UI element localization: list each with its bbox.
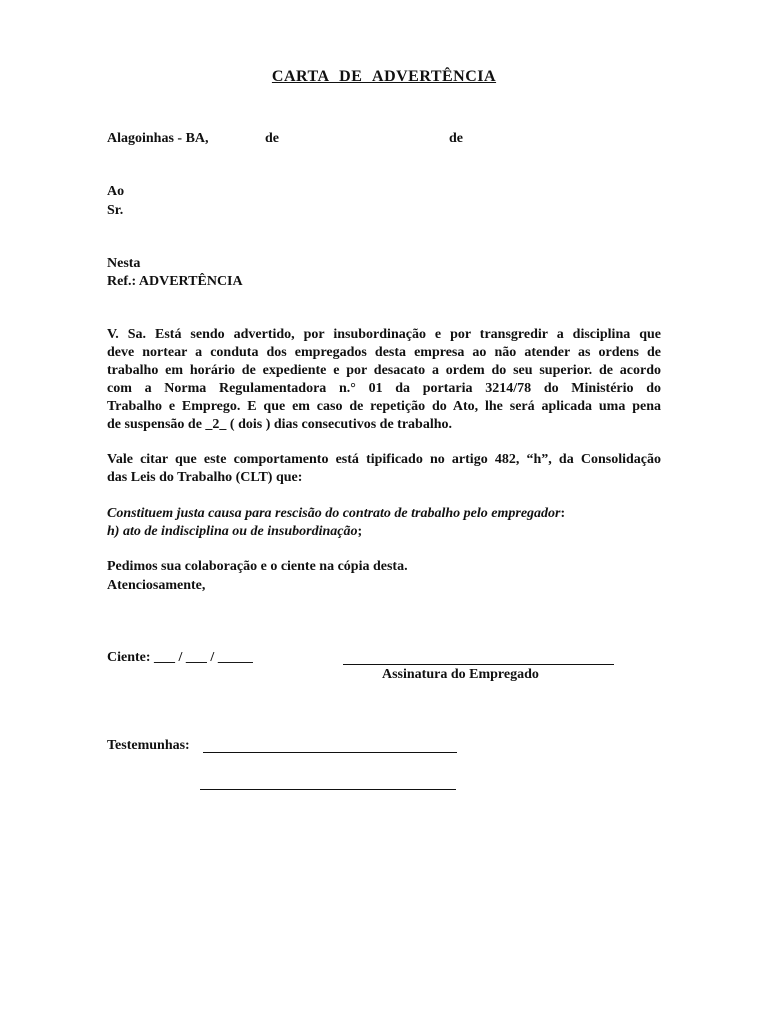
body-paragraph	[107, 326, 661, 434]
clt-line: Vale citar que este comportamento está tipificado no artigo 482, “h”, da Consolidação	[107, 452, 661, 467]
reference-subject: Ref.: ADVERTÊNCIA	[107, 274, 243, 289]
quote-punct: :	[560, 506, 566, 521]
quote-line-1	[107, 505, 565, 523]
clt-paragraph	[107, 451, 661, 487]
quote-line-2	[107, 523, 362, 541]
date-de-day: de	[265, 131, 279, 146]
witnesses-label: Testemunhas:	[107, 738, 190, 753]
body-line: V. Sa. Está sendo advertido, por insubordinação e por transgredir a disciplina que	[107, 327, 661, 342]
body-line: trabalho em horário de expediente e por desacato a ordem do seu superior. de acordo	[107, 363, 661, 378]
quote-punct: ;	[357, 524, 363, 539]
date-de-month: de	[449, 131, 463, 146]
employee-signature-line	[343, 664, 614, 665]
body-line: de suspensão de _2_ ( dois ) dias consecutivos de trabalho.	[107, 417, 452, 432]
ciente-date-field: Ciente: ___ / ___ / _____	[107, 650, 253, 665]
quote-text: h) ato de indisciplina ou de insubordinação	[107, 524, 358, 539]
closing-regards: Atenciosamente,	[107, 578, 206, 593]
closing-request: Pedimos sua colaboração e o ciente na cópia desta.	[107, 559, 408, 574]
recipient-sr: Sr.	[107, 203, 124, 218]
witness-signature-line-2	[200, 789, 456, 790]
witness-signature-line-1	[203, 752, 457, 753]
recipient-to: Ao	[107, 184, 125, 199]
clt-line: das Leis do Trabalho (CLT) que:	[107, 470, 303, 485]
body-line: Trabalho e Emprego. E que em caso de repetição do Ato, lhe será aplicada uma pena	[107, 399, 661, 414]
body-line: com a Norma Regulamentadora n.° 01 da portaria 3214/78 do Ministério do	[107, 381, 661, 396]
document-title: CARTA DE ADVERTÊNCIA	[271, 68, 497, 85]
place-city: Alagoinhas - BA,	[107, 131, 209, 146]
quote-text: Constituem justa causa para rescisão do contrato de trabalho pelo empregador	[107, 506, 561, 521]
reference-nesta: Nesta	[107, 256, 141, 271]
body-line: deve nortear a conduta dos empregados desta empresa ao não atender as ordens de	[107, 345, 661, 360]
employee-signature-label: Assinatura do Empregado	[382, 667, 539, 682]
